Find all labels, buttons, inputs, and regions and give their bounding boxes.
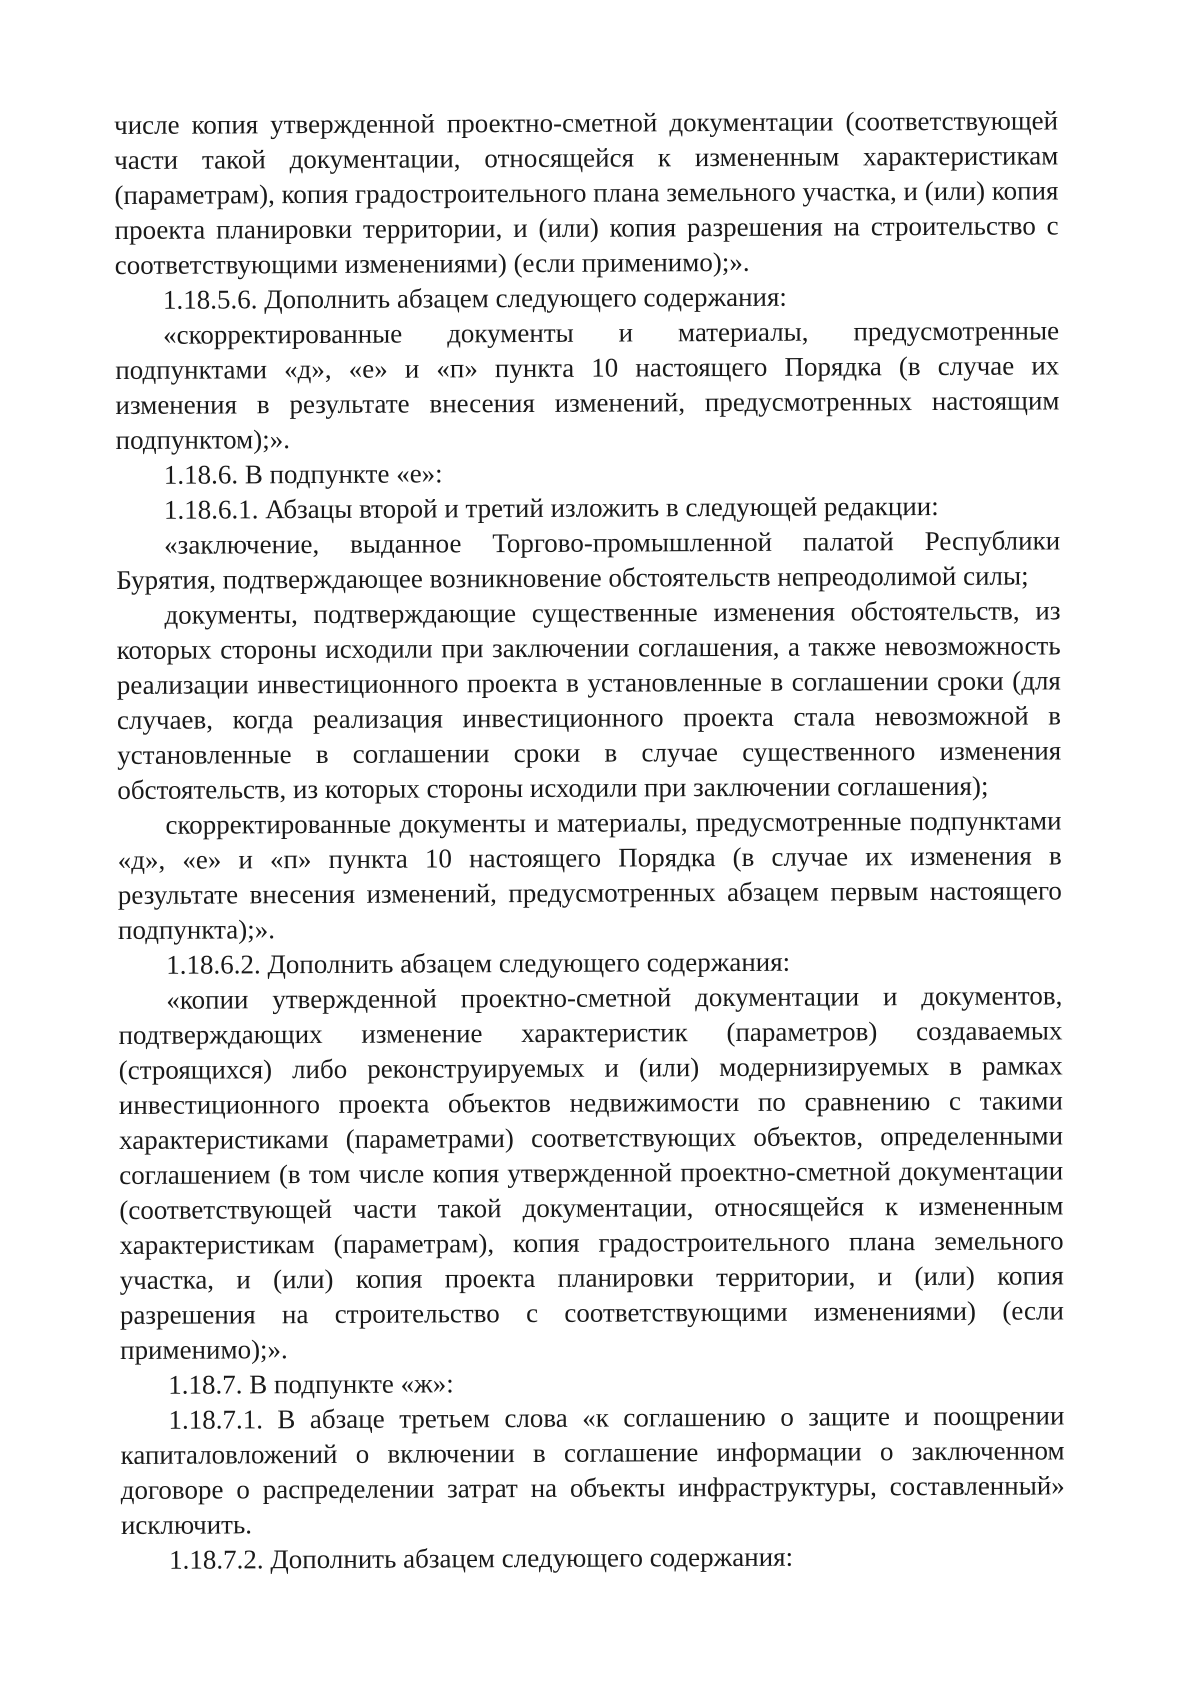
paragraph-1-18-7: 1.18.7. В подпункте «ж»:	[168, 1368, 454, 1400]
paragraph-quote-corrected-docs: «скорректированные документы и материалы, предусмотренные подпунктами «д», «е» и «п» пункта 10 настоящего Порядка (в случае их изменения в результате внесения изменений, предусмотренных настоящим подпунктом);».	[115, 315, 1060, 455]
paragraph-quote-conclusion: «заключение, выданное Торгово-промышленной палатой Республики Бурятия, подтверждающее возникновение обстоятельств непреодолимой силы;	[116, 525, 1061, 595]
paragraph-1-18-6-2: 1.18.6.2. Дополнить абзацем следующего содержания:	[166, 946, 791, 980]
paragraph-documents-confirming: документы, подтверждающие существенные изменения обстоятельств, из которых стороны исходили при заключении соглашения, а также невозможность реализации инвестиционного проекта в установленные в соглашении сроки (для случаев, когда реализация инвестиционного проекта стала невозможной в установленные в соглашении сроки в случае существенного изменения обстоятельств, из которых стороны исходили при заключении соглашения);	[116, 595, 1062, 805]
paragraph-quote-copies: «копии утвержденной проектно-сметной документации и документов, подтверждающих изменение характеристик (параметров) создаваемых (строящихся) либо реконструируемых и (или) модернизируемых в рамках инвестиционного проекта объектов недвижимости по сравнению с такими характеристиками (параметрами) соответствующих объектов, определенными соглашением (в том числе копия утвержденной проектно-сметной документации (соответствующей части такой документации, относящейся к измененным характеристикам (параметрам), копия градостроительного плана земельного участка, и (или) копия проекта планировки территории, и (или) копия разрешения на строительство с соответствующими изменениями) (если применимо);».	[118, 980, 1064, 1365]
paragraph-continuation: числе копия утвержденной проектно-сметной документации (соответствующей части такой документации, относящейся к измененным характеристикам (параметрам), копия градостроительного плана земельного участка, и (или) копия проекта планировки территории, и (или) копия разрешения на строительство с соответствующими изменениями) (если применимо);».	[114, 105, 1059, 280]
paragraph-1-18-7-1: 1.18.7.1. В абзаце третьем слова «к соглашению о защите и поощрении капиталовложений о включении в соглашение информации о заключенном договоре о распределении затрат на объекты инфраструктуры, составленный» исключить.	[120, 1400, 1065, 1540]
paragraph-1-18-6: 1.18.6. В подпункте «е»:	[163, 458, 443, 490]
paragraph-1-18-5-6: 1.18.5.6. Дополнить абзацем следующего содержания:	[162, 281, 787, 315]
document-body	[114, 103, 1065, 1578]
paragraph-corrected-docs-2: скорректированные документы и материалы, предусмотренные подпунктами «д», «е» и «п» пункта 10 настоящего Порядка (в случае их изменения в результате внесения изменений, предусмотренных абзацем первым настоящего подпункта);».	[117, 805, 1062, 945]
paragraph-1-18-6-1: 1.18.6.1. Абзацы второй и третий изложить в следующей редакции:	[163, 490, 939, 525]
paragraph-1-18-7-2: 1.18.7.2. Дополнить абзацем следующего содержания:	[169, 1541, 794, 1575]
